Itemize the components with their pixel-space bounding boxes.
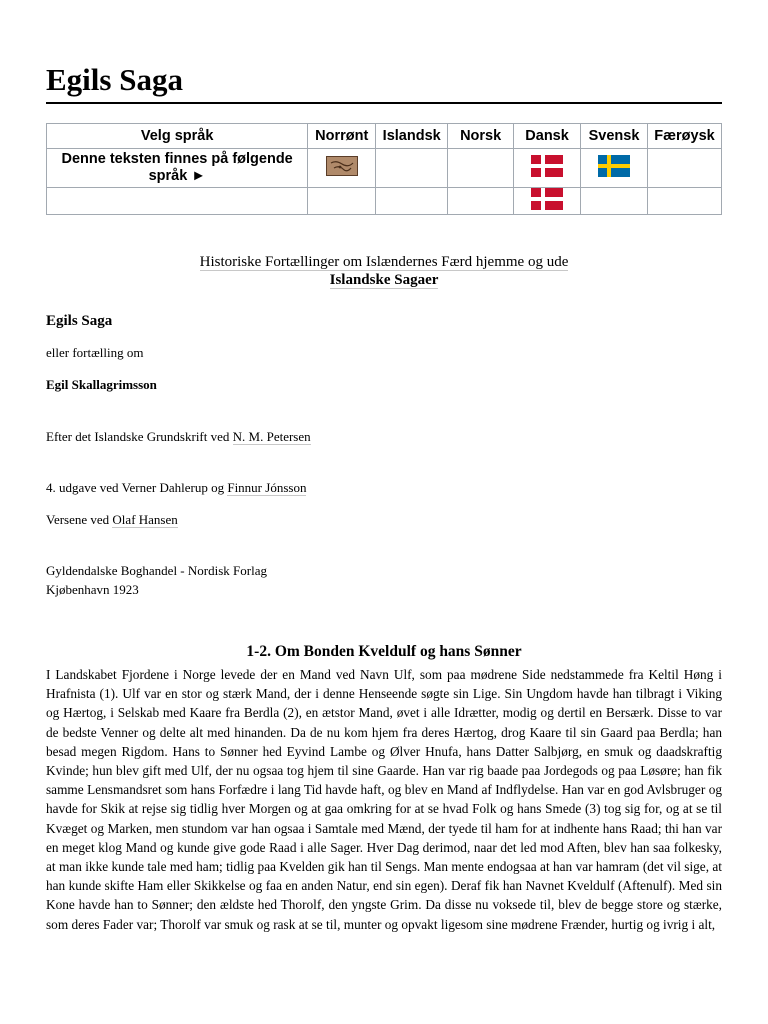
cell-norsk xyxy=(448,149,514,188)
hansen-link[interactable]: Olaf Hansen xyxy=(112,512,178,527)
cell-norront xyxy=(308,149,376,188)
chapter-text: I Landskabet Fjordene i Norge levede der en Mand ved Navn Ulf, som paa mødrene Side nedstammede fra Keltil Høng i Hrafnista (1). Ulf var en stor og stærk Mand, der i denne Henseende søgte sin Lige. Sin Ungdom havde han tilbragt i Viking og Hærtog, i Selskab med Kaare fra Berdla (2), en ætstor Mand, øvet i alle Idrætter, modig og dertil en Bersærk. Disse to var de bedste Venner og delte alt med hinanden. Da de nu kom hjem fra deres Hærtog, drog Kaare til sin Gaard paa Berdla; han besad megen Rigdom. Hans to Sønner hed Eyvind Lambe og Ølver Hnufa, hans Datter Salbjørg, en smuk og daadskraftig Kvinde; hun blev gift med Ulf, der nu ogsaa tog hjem til sine Gaarde. Han var rig baade paa Jordegods og paa Løsøre; han fik samme Lensmandsret som hans Forfædre i lang Tid havde haft, og blev en Mand af Indflydelse. Han var en god Avlsbruger og havde for Skik at rejse sig tidlig hver Morgen og at gaa omkring for at se hvad Folk og hans Smede (3) tog sig for, og at se til Kvæget og Marken, men stundom var han ogsaa i Samtale med Mænd, der tyede til ham for at indhente hans Raad; thi han var en meget klog Mand og kunde give gode Raad i alle Sager. Hver Dag derimod, naar det led mod Aften, blev han saa folkesky, at man ikke kunde tale med ham; tidlig paa Kvelden gik han til Sengs. Man mente endogsaa at han var hamram (det vil sige, at han kunde skifte Ham eller Skikkelse og faa en anden Natur, end sin egen). Deraf fik han Navnet Kveldulf (Aftenulf). Med sin Kone havde han to Sønner; den ældste hed Thorolf, den yngste Grim. Da disse nu voksede til, blev de begge store og stærke, som deres Fader var; Thorolf var smuk og rask at se til, munter og opvakt ligesom sine mødrene Frænder, hurtig og ivrig i alt, xyxy=(46,667,722,932)
page-title: Egils Saga xyxy=(46,62,183,97)
danish-flag-icon[interactable] xyxy=(531,188,563,214)
series-link[interactable]: Historiske Fortællinger om Islændernes Færd hjemme og ude xyxy=(199,254,569,270)
source-line: Efter det Islandske Grundskrift ved N. M. Petersen xyxy=(46,429,311,444)
petersen-link[interactable]: N. M. Petersen xyxy=(232,429,311,444)
swedish-flag-icon[interactable] xyxy=(598,155,630,182)
danish-flag-icon[interactable] xyxy=(531,155,563,182)
title-divider xyxy=(46,102,722,104)
jonsson-link[interactable]: Finnur Jónsson xyxy=(227,480,307,495)
language-faroysk: Færøysk xyxy=(647,124,721,149)
cell-svensk xyxy=(581,149,648,188)
chapter-heading: 1-2. Om Bonden Kveldulf og hans Sønner xyxy=(246,643,522,660)
edition-line: 4. udgave ved Verner Dahlerup og Finnur Jónsson xyxy=(46,480,307,495)
available-languages-label: Denne teksten finnes på følgende språk ► xyxy=(47,149,308,188)
publisher: Gyldendalske Boghandel - Nordisk Forlag xyxy=(46,563,267,578)
language-svensk: Svensk xyxy=(581,124,648,149)
manuscript-icon[interactable] xyxy=(326,156,358,181)
cell-islandsk xyxy=(376,149,448,188)
language-islandsk: Islandsk xyxy=(376,124,448,149)
book-eller: eller fortælling om xyxy=(46,345,144,360)
language-dansk: Dansk xyxy=(514,124,581,149)
cell-dansk xyxy=(514,149,581,188)
language-norsk: Norsk xyxy=(448,124,514,149)
place-year: Kjøbenhavn 1923 xyxy=(46,582,139,597)
language-table xyxy=(46,123,722,215)
language-norront: Norrønt xyxy=(308,124,376,149)
language-header-label: Velg språk xyxy=(47,124,308,149)
cell-faroysk xyxy=(647,149,721,188)
collection-link[interactable]: Islandske Sagaer xyxy=(329,272,439,288)
book-title: Egils Saga xyxy=(46,313,113,329)
cell-dansk-2 xyxy=(514,188,581,215)
series-header xyxy=(46,253,722,289)
book-subject: Egil Skallagrimsson xyxy=(46,377,157,392)
verses-line: Versene ved Olaf Hansen xyxy=(46,512,178,527)
